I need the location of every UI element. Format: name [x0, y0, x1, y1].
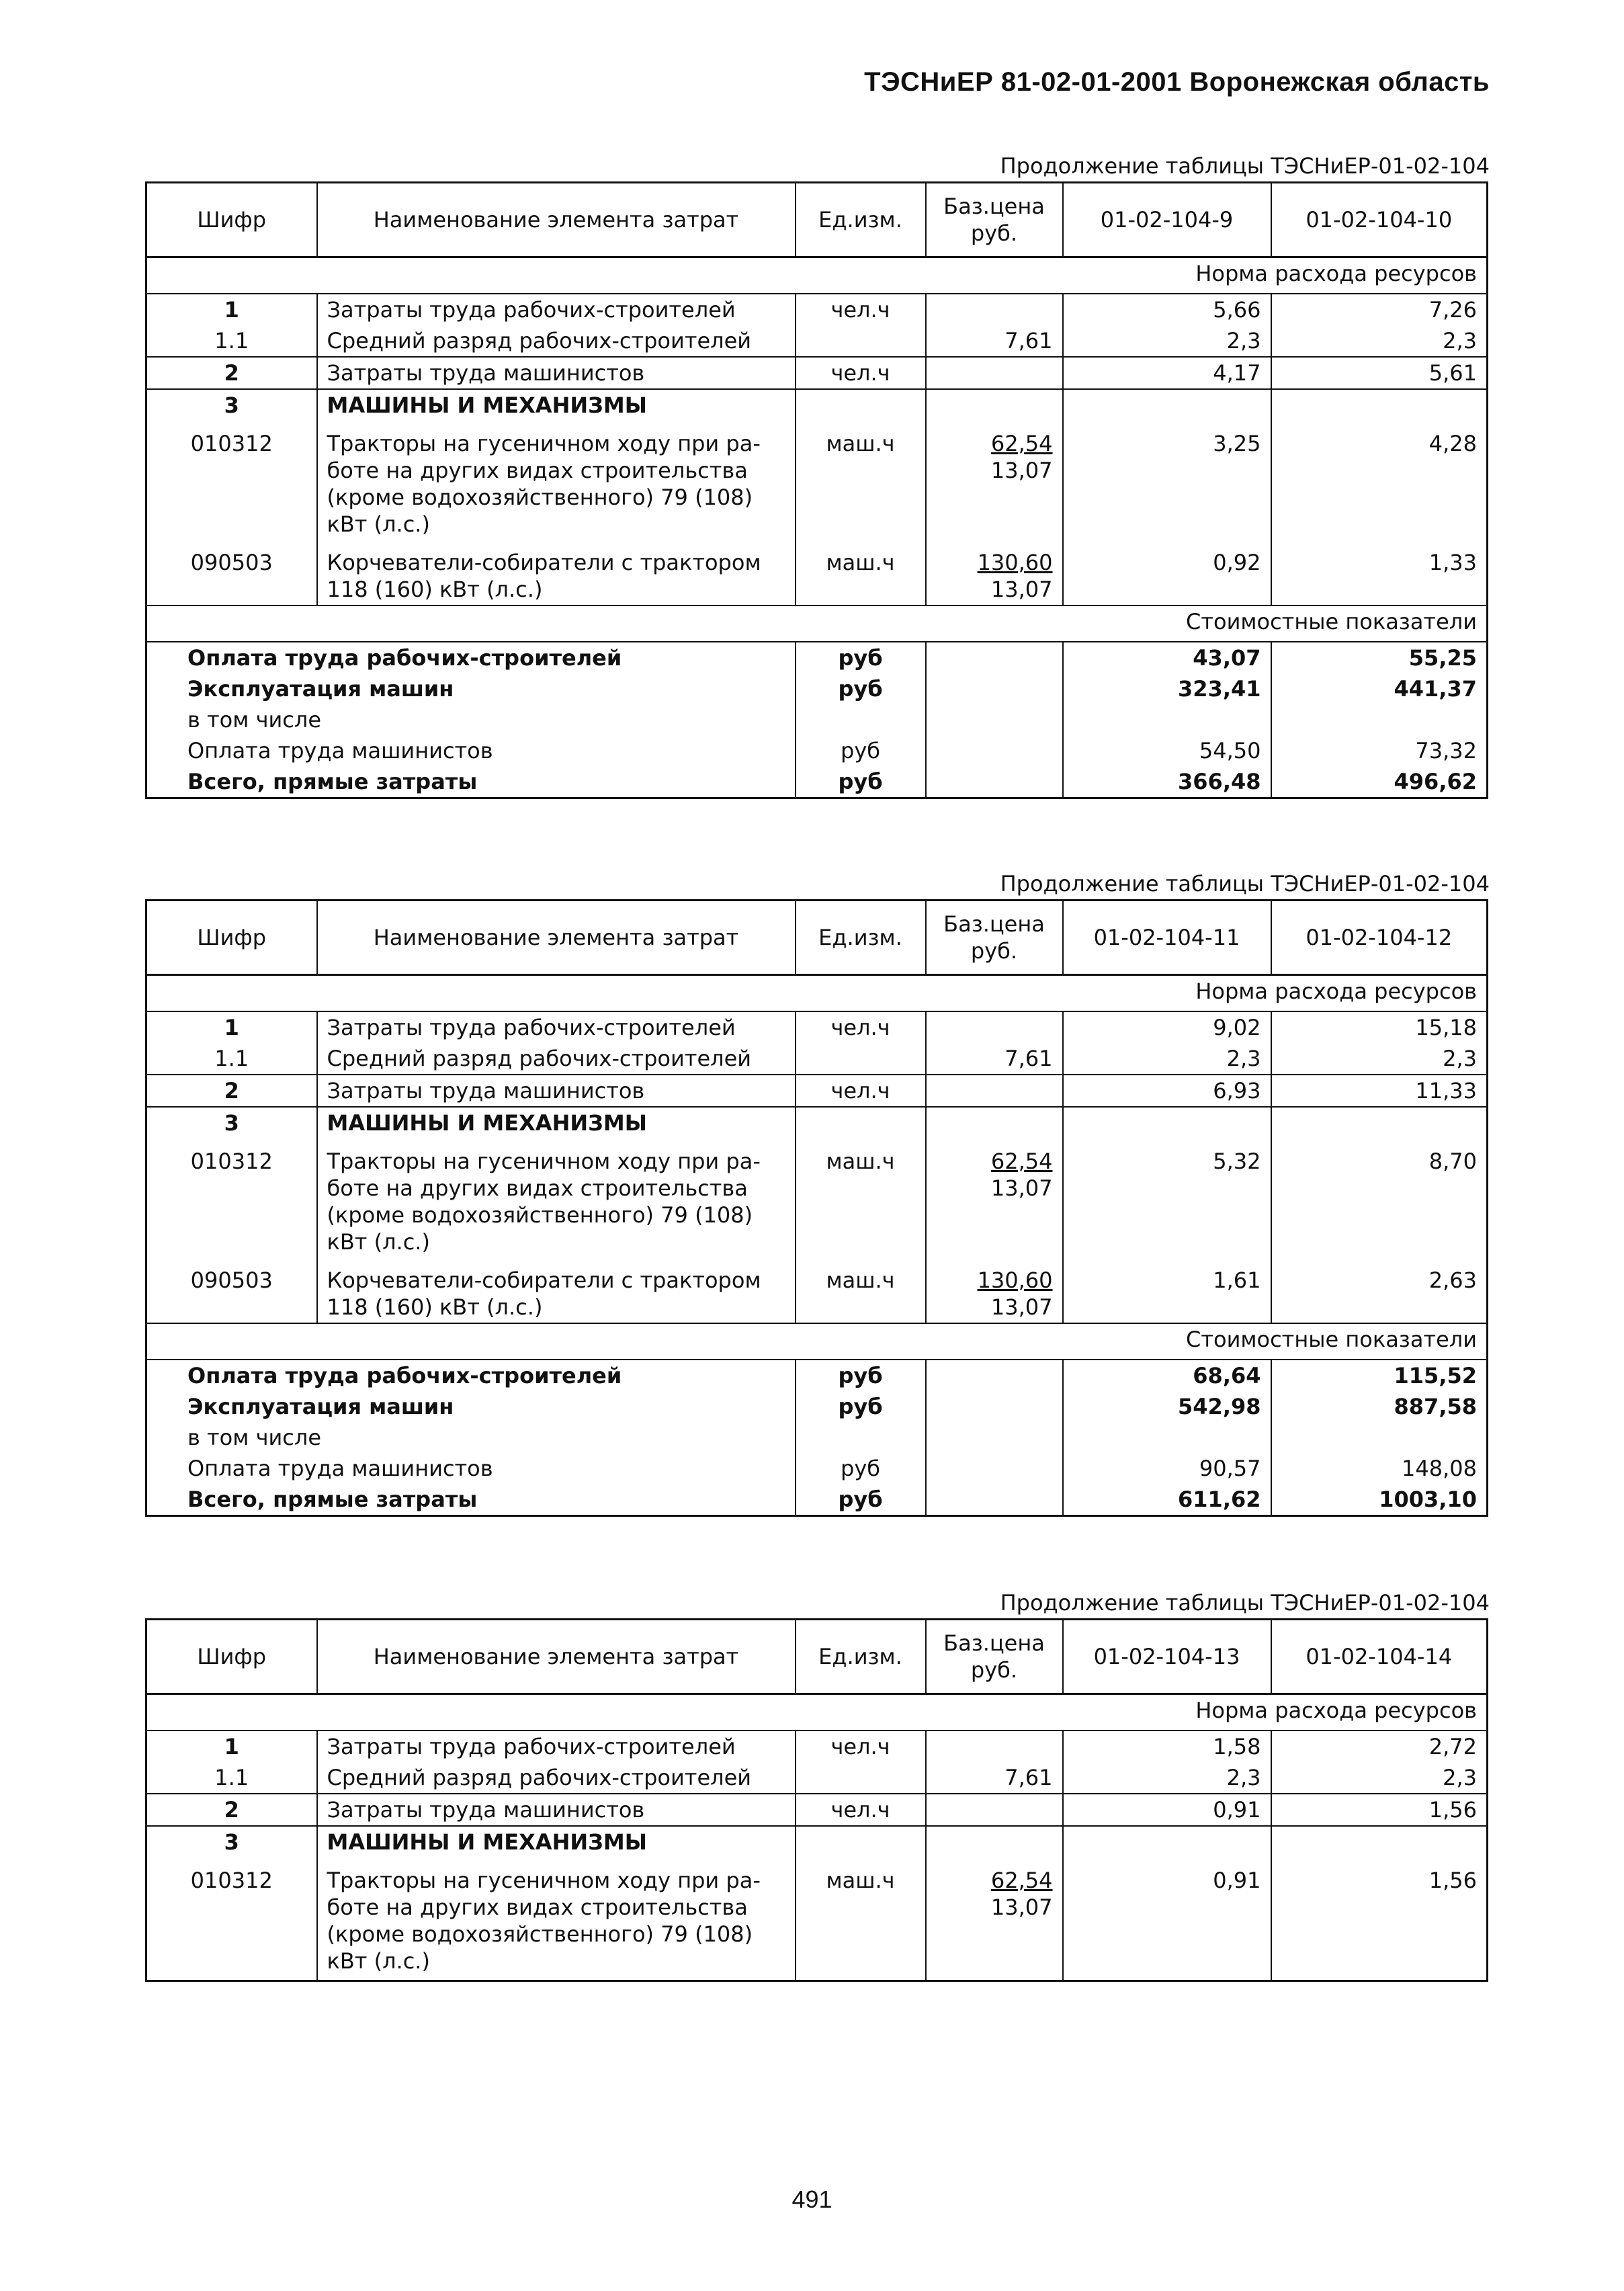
row-value-b: 2,3	[1443, 1765, 1477, 1790]
section-cost: Стоимостные показатели	[146, 1323, 1488, 1360]
page-number: 491	[792, 2185, 832, 2213]
machines-heading: МАШИНЫ И МЕХАНИЗМЫ	[317, 389, 796, 421]
row-price	[926, 1075, 1063, 1107]
header-col-b: 01-02-104-14	[1271, 1620, 1488, 1694]
header-unit: Ед.изм.	[796, 183, 926, 257]
total-value-b: 496,62	[1394, 769, 1477, 794]
row-unit: маш.ч	[796, 1858, 926, 1981]
row-value-a: 0,92	[1063, 540, 1271, 606]
total-label: Оплата труда машинистов	[146, 1453, 796, 1484]
row-unit: маш.ч	[796, 1138, 926, 1257]
total-value-a: 366,48	[1063, 766, 1271, 798]
row-code: 090503	[146, 540, 317, 606]
row-price: 62,54 13,07	[926, 1138, 1063, 1257]
row-name: Тракторы на гусеничном ходу при ра-боте на других видах строительства (кроме водохозяйственного) 79 (108) кВт (л.с.)	[317, 1138, 796, 1257]
header-col-b: 01-02-104-10	[1271, 183, 1488, 257]
row-code: 3	[146, 389, 317, 421]
header-name: Наименование элемента затрат	[317, 1620, 796, 1694]
header-name: Наименование элемента затрат	[317, 901, 796, 975]
total-unit: руб	[796, 673, 926, 704]
machines-heading: МАШИНЫ И МЕХАНИЗМЫ	[317, 1826, 796, 1858]
page-header-title: ТЭСНиЕР 81-02-01-2001 Воронежская область	[864, 67, 1490, 97]
total-label: в том числе	[146, 1422, 796, 1453]
total-value-a: 54,50	[1063, 735, 1271, 766]
row-code: 2	[146, 1794, 317, 1826]
row-value-b: 2,72	[1428, 1734, 1477, 1759]
section-norm: Норма расхода ресурсов	[146, 1694, 1488, 1731]
machines-heading: МАШИНЫ И МЕХАНИЗМЫ	[317, 1107, 796, 1138]
row-unit: маш.ч	[796, 1257, 926, 1323]
row-value-a: 5,66	[1063, 294, 1271, 325]
row-unit: чел.ч	[796, 1075, 926, 1107]
row-name: Тракторы на гусеничном ходу при ра-боте на других видах строительства (кроме водохозяйственного) 79 (108) кВт (л.с.)	[317, 421, 796, 540]
total-unit: руб	[796, 1453, 926, 1484]
total-value-a: 323,41	[1063, 673, 1271, 704]
row-code: 1	[146, 294, 317, 325]
resource-table-2	[145, 899, 1488, 1517]
total-value-a: 542,98	[1063, 1391, 1271, 1422]
total-value-a: 43,07	[1063, 642, 1271, 673]
total-value-b: 148,08	[1402, 1456, 1477, 1481]
row-value-a: 2,3	[1063, 325, 1271, 357]
row-price	[926, 294, 1063, 325]
row-value-a: 1,61	[1063, 1257, 1271, 1323]
row-value-b: 2,63	[1428, 1267, 1477, 1293]
row-name: Тракторы на гусеничном ходу при ра-боте на других видах строительства (кроме водохозяйственного) 79 (108) кВт (л.с.)	[317, 1858, 796, 1981]
header-code: Шифр	[146, 183, 317, 257]
total-unit: руб	[796, 642, 926, 673]
total-unit: руб	[796, 1360, 926, 1391]
row-name: Корчеватели-собиратели с трактором 118 (160) кВт (л.с.)	[317, 540, 796, 606]
row-price: 7,61	[926, 1762, 1063, 1794]
row-unit: чел.ч	[796, 357, 926, 389]
total-value-b: 441,37	[1394, 676, 1477, 702]
row-name: Затраты труда машинистов	[317, 1794, 796, 1826]
row-value-a: 0,91	[1063, 1858, 1271, 1981]
row-name: Затраты труда машинистов	[317, 357, 796, 389]
section-cost: Стоимостные показатели	[146, 606, 1488, 642]
header-price: Баз.цена руб.	[926, 1620, 1063, 1694]
row-unit: чел.ч	[796, 1731, 926, 1762]
row-value-a: 2,3	[1063, 1043, 1271, 1075]
row-code: 010312	[146, 1138, 317, 1257]
total-value-b: 73,32	[1415, 738, 1477, 763]
row-price: 62,54 13,07	[926, 1858, 1063, 1981]
total-label: Оплата труда машинистов	[146, 735, 796, 766]
resource-table-1	[145, 181, 1488, 799]
total-label: Оплата труда рабочих-строителей	[146, 642, 796, 673]
row-price: 130,60 13,07	[926, 540, 1063, 606]
row-value-a: 2,3	[1063, 1762, 1271, 1794]
row-code: 1	[146, 1731, 317, 1762]
row-name: Затраты труда рабочих-строителей	[317, 1011, 796, 1043]
row-value-b: 7,26	[1428, 297, 1477, 323]
row-name: Средний разряд рабочих-строителей	[317, 1762, 796, 1794]
header-unit: Ед.изм.	[796, 1620, 926, 1694]
row-value-a: 4,17	[1063, 357, 1271, 389]
row-unit: маш.ч	[796, 421, 926, 540]
row-value-b: 8,70	[1428, 1149, 1477, 1174]
table-caption: Продолжение таблицы ТЭСНиЕР-01-02-104	[1000, 153, 1490, 179]
row-value-a: 9,02	[1063, 1011, 1271, 1043]
table-caption: Продолжение таблицы ТЭСНиЕР-01-02-104	[1000, 871, 1490, 897]
row-price: 7,61	[926, 1043, 1063, 1075]
total-value-a: 68,64	[1063, 1360, 1271, 1391]
header-unit: Ед.изм.	[796, 901, 926, 975]
total-value-b: 115,52	[1394, 1363, 1477, 1388]
header-name: Наименование элемента затрат	[317, 183, 796, 257]
row-value-a: 6,93	[1063, 1075, 1271, 1107]
total-label: Всего, прямые затраты	[146, 1484, 796, 1516]
total-value-b: 887,58	[1394, 1394, 1477, 1419]
row-value-a: 0,91	[1063, 1794, 1271, 1826]
row-unit	[796, 1043, 926, 1075]
row-value-a: 3,25	[1063, 421, 1271, 540]
total-value-a: 90,57	[1063, 1453, 1271, 1484]
row-unit	[796, 325, 926, 357]
row-unit: чел.ч	[796, 1011, 926, 1043]
total-label: Эксплуатация машин	[146, 1391, 796, 1422]
total-unit: руб	[796, 1391, 926, 1422]
row-value-b: 1,56	[1428, 1868, 1477, 1893]
row-price	[926, 357, 1063, 389]
total-value-b: 55,25	[1408, 645, 1477, 671]
row-unit: чел.ч	[796, 294, 926, 325]
table-caption: Продолжение таблицы ТЭСНиЕР-01-02-104	[1000, 1590, 1490, 1616]
row-code: 090503	[146, 1257, 317, 1323]
section-norm: Норма расхода ресурсов	[146, 975, 1488, 1012]
row-name: Затраты труда рабочих-строителей	[317, 294, 796, 325]
total-value-a: 611,62	[1063, 1484, 1271, 1516]
total-unit: руб	[796, 735, 926, 766]
row-code: 3	[146, 1826, 317, 1858]
row-code: 3	[146, 1107, 317, 1138]
row-code: 2	[146, 1075, 317, 1107]
row-code: 010312	[146, 1858, 317, 1981]
header-code: Шифр	[146, 901, 317, 975]
row-code: 010312	[146, 421, 317, 540]
row-code: 1.1	[146, 1762, 317, 1794]
total-label: в том числе	[146, 704, 796, 735]
total-label: Эксплуатация машин	[146, 673, 796, 704]
row-name: Затраты труда машинистов	[317, 1075, 796, 1107]
row-value-b: 15,18	[1415, 1015, 1477, 1040]
row-code: 1.1	[146, 325, 317, 357]
header-col-a: 01-02-104-11	[1063, 901, 1271, 975]
section-norm: Норма расхода ресурсов	[146, 257, 1488, 294]
total-label: Всего, прямые затраты	[146, 766, 796, 798]
header-col-a: 01-02-104-9	[1063, 183, 1271, 257]
row-code: 2	[146, 357, 317, 389]
row-code: 1	[146, 1011, 317, 1043]
resource-table-3	[145, 1618, 1488, 1982]
row-value-b: 1,33	[1428, 550, 1477, 575]
row-value-b: 5,61	[1271, 357, 1488, 389]
header-price: Баз.цена руб.	[926, 183, 1063, 257]
row-price	[926, 1731, 1063, 1762]
header-price: Баз.цена руб.	[926, 901, 1063, 975]
row-price: 130,60 13,07	[926, 1257, 1063, 1323]
row-price	[926, 1011, 1063, 1043]
row-name: Средний разряд рабочих-строителей	[317, 325, 796, 357]
row-unit	[796, 1762, 926, 1794]
header-col-a: 01-02-104-13	[1063, 1620, 1271, 1694]
row-name: Корчеватели-собиратели с трактором 118 (160) кВт (л.с.)	[317, 1257, 796, 1323]
header-code: Шифр	[146, 1620, 317, 1694]
total-unit: руб	[796, 766, 926, 798]
row-value-b: 11,33	[1271, 1075, 1488, 1107]
row-value-b: 2,3	[1443, 328, 1477, 353]
row-price: 7,61	[926, 325, 1063, 357]
row-name: Средний разряд рабочих-строителей	[317, 1043, 796, 1075]
total-label: Оплата труда рабочих-строителей	[146, 1360, 796, 1391]
total-unit: руб	[796, 1484, 926, 1516]
row-unit: маш.ч	[796, 540, 926, 606]
row-value-b: 2,3	[1443, 1046, 1477, 1071]
row-value-b: 1,56	[1271, 1794, 1488, 1826]
row-price	[926, 1794, 1063, 1826]
header-col-b: 01-02-104-12	[1271, 901, 1488, 975]
row-value-a: 1,58	[1063, 1731, 1271, 1762]
row-value-a: 5,32	[1063, 1138, 1271, 1257]
total-value-b: 1003,10	[1379, 1487, 1477, 1512]
row-code: 1.1	[146, 1043, 317, 1075]
row-unit: чел.ч	[796, 1794, 926, 1826]
row-name: Затраты труда рабочих-строителей	[317, 1731, 796, 1762]
row-price: 62,54 13,07	[926, 421, 1063, 540]
row-value-b: 4,28	[1428, 431, 1477, 456]
